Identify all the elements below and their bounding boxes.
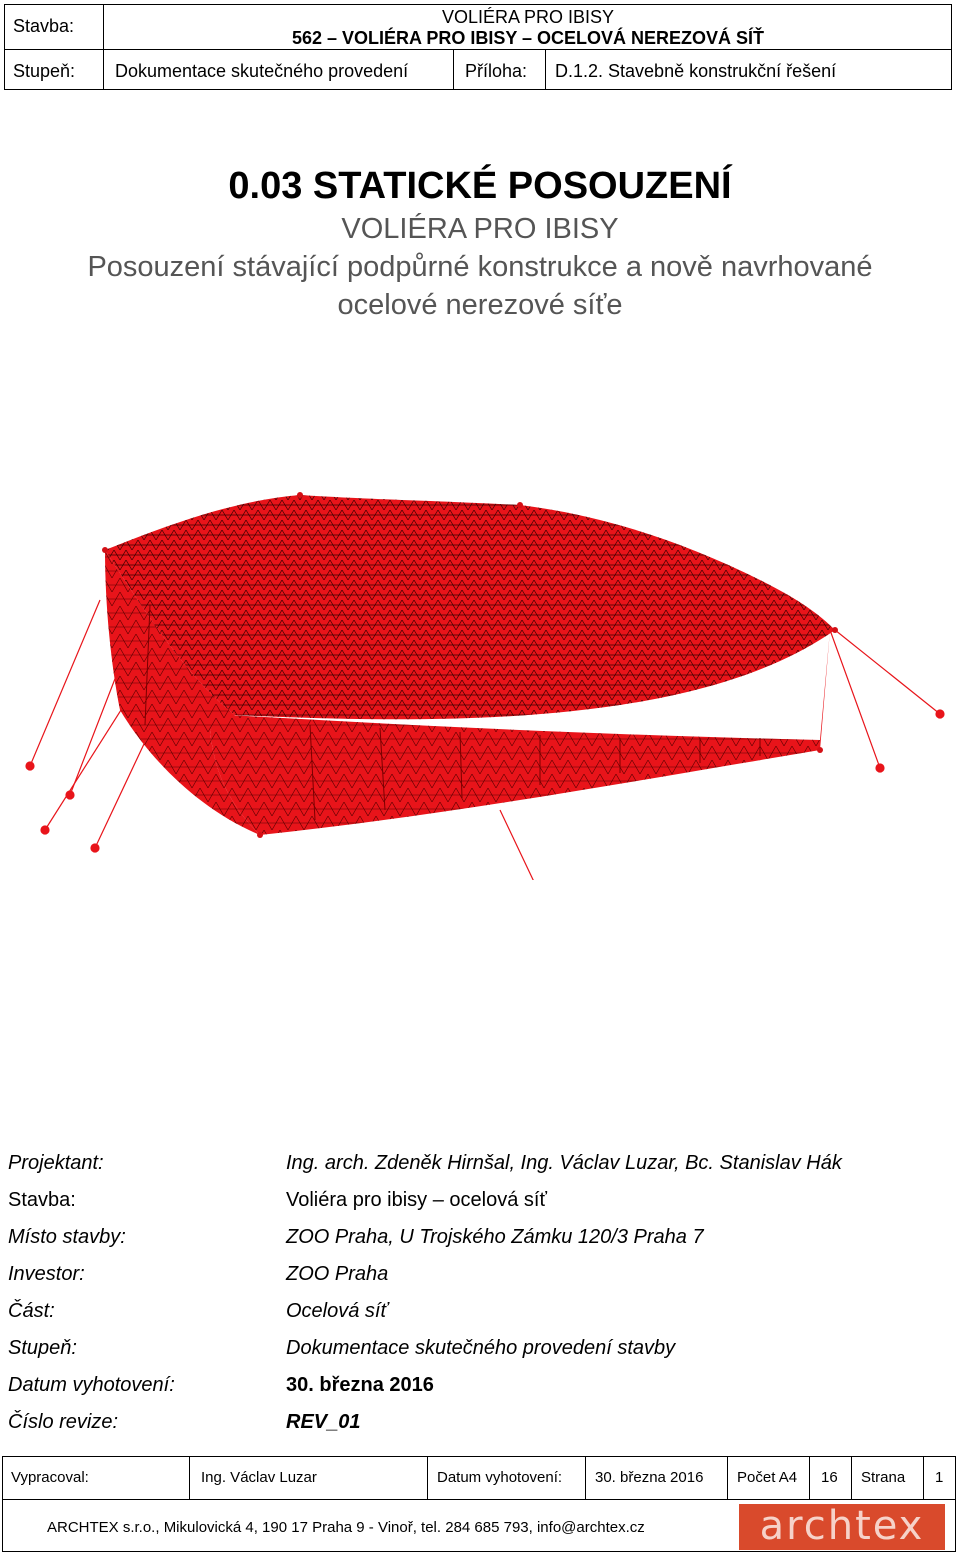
document-title-block [0, 163, 960, 323]
info-label: Číslo revize: [8, 1411, 119, 1433]
header-row-1 [5, 5, 951, 50]
project-info-table [8, 1148, 948, 1444]
info-row-investor [8, 1259, 948, 1296]
info-row-datum [8, 1370, 948, 1407]
footer-divider [851, 1457, 852, 1499]
footer-divider [585, 1457, 586, 1499]
info-row-cast [8, 1296, 948, 1333]
header-title-line1: VOLIÉRA PRO IBISY [441, 7, 615, 27]
footer-vypracoval-label: Vypracoval: [11, 1469, 89, 1486]
archtex-logo [739, 1504, 945, 1550]
footer-strana-value: 1 [935, 1469, 944, 1486]
header-priloha-label: Příloha: [465, 61, 528, 81]
header-title-line2: 562 – VOLIÉRA PRO IBISY – OCELOVÁ NEREZOVÁ SÍŤ [291, 28, 765, 48]
header-divider [103, 5, 104, 49]
info-label: Místo stavby: [8, 1226, 126, 1248]
info-row-projektant [8, 1148, 948, 1185]
info-label: Investor: [8, 1263, 85, 1285]
info-row-revize [8, 1407, 948, 1444]
footer-divider [427, 1457, 428, 1499]
document-subtitle-3: ocelové nerezové síťe [337, 289, 623, 321]
document-title: 0.03 STATICKÉ POSOUZENÍ [228, 165, 732, 207]
footer-address: ARCHTEX s.r.o., Mikulovická 4, 190 17 Praha 9 - Vinoř, tel. 284 685 793, info@archtex.cz [47, 1519, 645, 1536]
info-value: REV_01 [286, 1411, 361, 1433]
header-row-2 [5, 49, 951, 89]
header-divider [103, 49, 104, 89]
info-label: Stupeň: [8, 1337, 77, 1359]
header-title [105, 7, 951, 49]
info-label: Stavba: [8, 1189, 76, 1211]
info-label: Část: [8, 1300, 55, 1322]
footer-row-1 [3, 1457, 955, 1500]
info-label: Datum vyhotovení: [8, 1374, 175, 1396]
footer-table [2, 1456, 956, 1552]
footer-divider [809, 1457, 810, 1499]
info-row-misto [8, 1222, 948, 1259]
info-label: Projektant: [8, 1152, 104, 1174]
header-stavba-label: Stavba: [13, 16, 75, 36]
header-divider [453, 49, 454, 89]
footer-pocet-value: 16 [821, 1469, 838, 1486]
document-subtitle-1: VOLIÉRA PRO IBISY [341, 213, 619, 245]
footer-strana-label: Strana [861, 1469, 906, 1486]
footer-vypracoval-value: Ing. Václav Luzar [201, 1469, 317, 1486]
info-row-stavba [8, 1185, 948, 1222]
info-value: Dokumentace skutečného provedení stavby [286, 1337, 676, 1359]
info-value: 30. března 2016 [286, 1374, 434, 1396]
header-stupen-label: Stupeň: [13, 61, 76, 81]
footer-divider [727, 1457, 728, 1499]
document-subtitle-2: Posouzení stávající podpůrné konstrukce a nově navrhované [87, 251, 873, 283]
header-divider [545, 49, 546, 89]
info-value: Ocelová síť [286, 1300, 388, 1322]
info-value: ZOO Praha [286, 1263, 389, 1285]
info-row-stupen [8, 1333, 948, 1370]
footer-pocet-label: Počet A4 [737, 1469, 798, 1486]
header-stupen-value: Dokumentace skutečného provedení [115, 61, 409, 81]
mesh-render-image [0, 480, 960, 880]
footer-divider [923, 1457, 924, 1499]
logo-text: archtex [759, 1503, 925, 1549]
info-value: ZOO Praha, U Trojského Zámku 120/3 Praha 7 [286, 1226, 704, 1248]
footer-datum-value: 30. března 2016 [595, 1469, 704, 1486]
info-value: Ing. arch. Zdeněk Hirnšal, Ing. Václav Luzar, Bc. Stanislav Hák [286, 1152, 842, 1174]
header-priloha-value: D.1.2. Stavebně konstrukční řešení [555, 61, 837, 81]
header-table [4, 4, 952, 90]
footer-datum-label: Datum vyhotovení: [437, 1469, 563, 1486]
info-value: Voliéra pro ibisy – ocelová síť [286, 1189, 547, 1211]
footer-divider [189, 1457, 190, 1499]
